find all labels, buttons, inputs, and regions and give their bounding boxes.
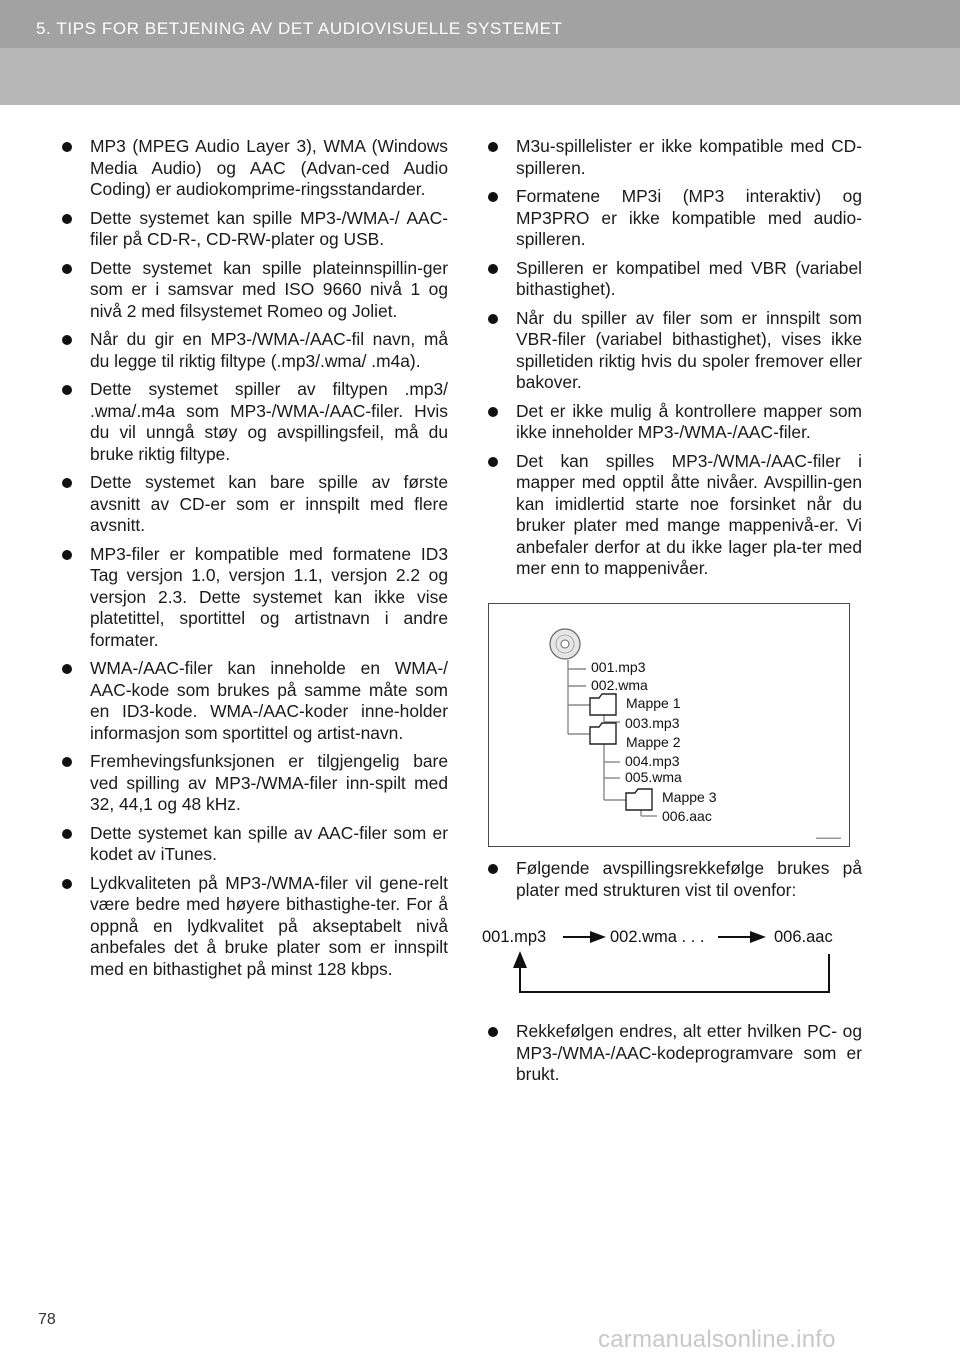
tree-folder-label: Mappe 1: [626, 695, 681, 711]
bullet-item: [52, 258, 448, 323]
loop-back-arrow-icon: [513, 951, 829, 992]
bullet-item: [478, 136, 862, 179]
bullet-icon: [488, 314, 498, 324]
sequence-last: 006.aac: [774, 928, 833, 946]
bullet-icon: [488, 264, 498, 274]
bullet-icon: [62, 879, 72, 889]
folder-tree-figure: [488, 603, 850, 847]
folder-icon: [590, 723, 616, 744]
bullet-icon: [62, 264, 72, 274]
bullet-icon: [488, 1027, 498, 1037]
bullet-text: Når du gir en MP3-/WMA-/AAC-fil navn, må du legge til riktig filtype (.mp3/.wma/ .m4a).: [90, 329, 448, 371]
bullet-item: [52, 873, 448, 981]
bullet-icon: [488, 192, 498, 202]
bullet-icon: [488, 864, 498, 874]
page-number: 78: [38, 1311, 56, 1328]
bullet-icon: [488, 457, 498, 467]
tree-file-label: 002.wma: [591, 677, 648, 693]
section-title: 5. TIPS FOR BETJENING AV DET AUDIOVISUELLE SYSTEMET: [36, 19, 563, 38]
bullet-icon: [62, 142, 72, 152]
right-column-bottom: [478, 1021, 862, 1093]
bullet-text: WMA-/AAC-filer kan inneholde en WMA-/ AAC-kode som brukes på samme måte som en ID3-kode. WMA-/AAC-koder inne-holder informasjon som sportittel og artist-navn.: [90, 658, 448, 743]
bullet-item: [52, 658, 448, 744]
bullet-icon: [62, 829, 72, 839]
bullet-item: [478, 308, 862, 394]
bullet-icon: [62, 664, 72, 674]
bullet-item: [52, 751, 448, 816]
bullet-icon: [488, 407, 498, 417]
bullet-item: [478, 401, 862, 444]
bullet-text: MP3 (MPEG Audio Layer 3), WMA (Windows Media Audio) og AAC (Advan-ced Audio Coding) er audiokomprime-ringsstandarder.: [90, 136, 448, 199]
bullet-text: Dette systemet kan spille MP3-/WMA-/ AAC-filer på CD-R-, CD-RW-plater og USB.: [90, 207, 448, 249]
right-column: [478, 136, 862, 587]
tree-file-label: 001.mp3: [591, 659, 646, 675]
bullet-text: Dette systemet kan spille plateinnspillin-ger som er i samsvar med ISO 9660 nivå 1 og nivå 2 med filsystemet Romeo og Joliet.: [90, 257, 448, 321]
bullet-item: [52, 329, 448, 372]
arrow-right-icon: [718, 931, 766, 943]
tree-file-label: 005.wma: [625, 769, 682, 785]
bullet-item: [478, 858, 862, 901]
bullet-icon: [62, 385, 72, 395]
bullet-text: Det er ikke mulig å kontrollere mapper som ikke inneholder MP3-/WMA-/AAC-filer.: [516, 400, 862, 442]
tree-folder-label: Mappe 3: [662, 789, 717, 805]
bullet-item: [52, 472, 448, 537]
bullet-icon: [62, 757, 72, 767]
bullet-item: [52, 379, 448, 465]
figure-code-mark: ▬▬▬▬▬: [816, 835, 841, 841]
tree-file-label: 003.mp3: [625, 715, 680, 731]
tree-folder-label: Mappe 2: [626, 734, 681, 750]
bullet-icon: [62, 335, 72, 345]
tree-file-label: 006.aac: [662, 808, 712, 824]
bullet-text: Følgende avspillingsrekkefølge brukes på plater med strukturen vist til ovenfor:: [516, 858, 862, 900]
bullet-item: [52, 208, 448, 251]
playback-sequence-diagram: [478, 920, 858, 1000]
bullet-text: MP3-filer er kompatible med formatene ID3 Tag versjon 1.0, versjon 1.1, versjon 2.2 og versjon 2.3. Dette systemet kan ikke vise platetittel, sportittel og artistnavn i andre formater.: [90, 543, 448, 650]
left-column: [52, 136, 448, 987]
right-column-mid: [478, 858, 862, 908]
folder-icon: [626, 789, 652, 810]
bullet-text: Dette systemet kan spille av AAC-filer som er kodet av iTunes.: [90, 822, 448, 864]
bullet-text: M3u-spillelister er ikke kompatible med CD-spilleren.: [516, 136, 862, 178]
sequence-middle: 002.wma . . .: [610, 928, 705, 946]
bullet-item: [478, 451, 862, 580]
bullet-item: [52, 544, 448, 652]
tree-file-label: 004.mp3: [625, 753, 680, 769]
bullet-item: [478, 1021, 862, 1086]
bullet-item: [52, 136, 448, 201]
bullet-text: Rekkefølgen endres, alt etter hvilken PC- og MP3-/WMA-/AAC-kodeprogramvare som er brukt.: [516, 1021, 862, 1084]
bullet-text: Dette systemet kan bare spille av første avsnitt av CD-er som er innspilt med flere avsnitt.: [90, 472, 448, 535]
bullet-text: Dette systemet spiller av filtypen .mp3/ .wma/.m4a som MP3-/WMA-/AAC-filer. Hvis du vil unngå støy og avspillingsfeil, må du bruke riktig filtype.: [90, 379, 448, 464]
sequence-first: 001.mp3: [482, 928, 547, 946]
bullet-icon: [488, 142, 498, 152]
bullet-text: Spilleren er kompatibel med VBR (variabel bithastighet).: [516, 257, 862, 299]
bullet-text: Det kan spilles MP3-/WMA-/AAC-filer i mapper med opptil åtte nivåer. Avspillin-gen kan imidlertid starte noe forsinket når du bruker plater med mange mappenivå-er. Vi anbefaler derfor at du ikke lager pla-ter med mer enn to mappenivåer.: [516, 450, 862, 578]
bullet-item: [52, 823, 448, 866]
bullet-text: Lydkvaliteten på MP3-/WMA-filer vil gene-relt være bedre med høyere bithastighe-ter. For å oppnå en lydkvalitet på akseptabelt nivå anbefales det å bruke plater som er innspilt med en bithastighet på minst 128 kbps.: [90, 872, 448, 979]
watermark: carmanualsonline.info: [598, 1326, 836, 1353]
bullet-item: [478, 258, 862, 301]
arrow-right-icon: [563, 931, 606, 943]
disc-icon: [550, 629, 580, 659]
bullet-icon: [62, 214, 72, 224]
bullet-icon: [62, 478, 72, 488]
folder-icon: [590, 694, 616, 715]
bullet-icon: [62, 550, 72, 560]
bullet-text: Når du spiller av filer som er innspilt som VBR-filer (variabel bithastighet), vises ikke spilletiden riktig hvis du spoler fremover eller bakover.: [516, 307, 862, 392]
bullet-text: Fremhevingsfunksjonen er tilgjengelig bare ved spilling av MP3-/WMA-filer inn-spilt med 32, 44,1 og 48 kHz.: [90, 751, 448, 814]
bullet-text: Formatene MP3i (MP3 interaktiv) og MP3PRO er ikke kompatible med audio-spilleren.: [516, 186, 862, 249]
bullet-item: [478, 186, 862, 251]
